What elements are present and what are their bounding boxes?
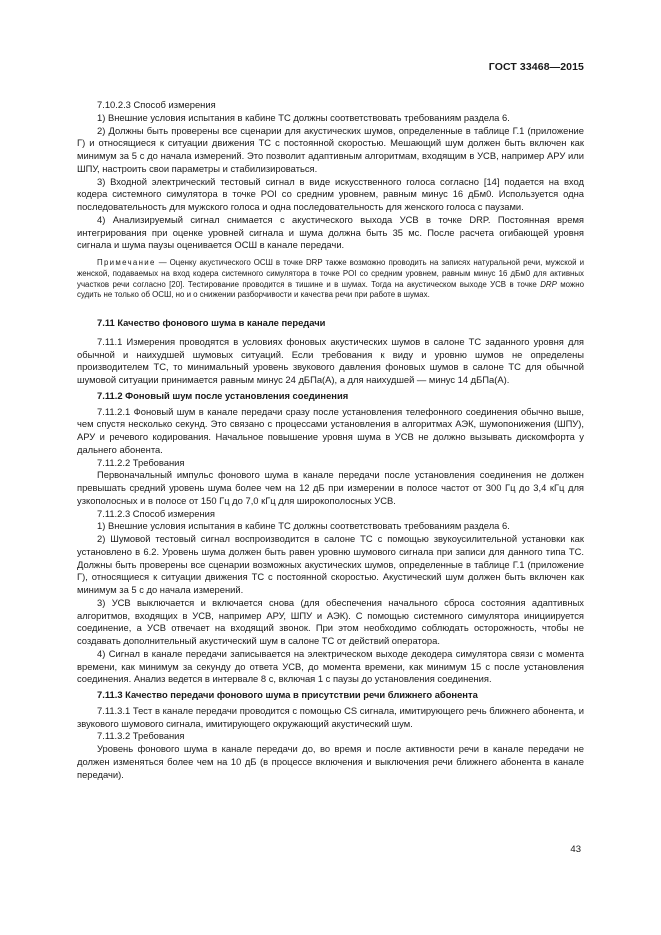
- subsection-heading: 7.11.3.2 Требования: [97, 730, 185, 742]
- paragraph: Уровень фонового шума в канале передачи до, во время и после активности речи в канале передачи не должен изменяться более чем на 10 дБ (в процессе включения и выключения речи ближнего абонента в канале передачи).: [77, 743, 584, 780]
- paragraph: 4) Анализируемый сигнал снимается с акустического выхода УСВ в точке DRP. Постоянная время интегрирования при оценке уровней сигнала и шума должна быть 35 мс. После расчета огибающей уровня сигнала и шума паузы оценивается ОСШ в канале передачи.: [77, 213, 584, 251]
- paragraph: Первоначальный импульс фонового шума в канале передачи после установления соединения не должен превышать средний уровень шума более чем на 12 дБ при измерении в полосе частот от 300 Гц до 3,4 кГц для узкополосных и в полосе от 150 Гц до 7,0 кГц для широкополосных УСВ.: [77, 469, 584, 506]
- section-heading: 7.11.2 Фоновый шум после установления соединения: [97, 389, 349, 401]
- section-heading: 7.11 Качество фонового шума в канале передачи: [97, 317, 326, 329]
- paragraph: 1) Внешние условия испытания в кабине ТС должны соответствовать требованиям раздела 6.: [97, 520, 510, 532]
- paragraph: 2) Должны быть проверены все сценарии для акустических шумов, определенные в таблице Г.1 (приложение Г) и относящиеся к ситуации движения ТС с постоянной скоростью. Мешающий шум должен быть включен как минимум за 5 с до начала измерений. Это позволит адаптивным алгоритмам, входящим в УСВ, например АРУ или ШПУ, настроить свои параметры и стабилизироваться.: [77, 124, 584, 174]
- paragraph: 7.11.3.1 Тест в канале передачи проводится с помощью CS сигнала, имитирующего речь ближнего абонента, и звукового шумового сигнала, имитирующего окружающий акустический шум.: [77, 704, 584, 729]
- subsection-heading: 7.11.2.2 Требования: [97, 456, 185, 468]
- subsection-heading: 7.11.2.3 Способ измерения: [97, 507, 215, 519]
- page-number: 43: [570, 844, 581, 855]
- paragraph: 3) УСВ выключается и включается снова (для обеспечения начального сброса состояния адаптивных алгоритмов, входящих в УСВ, например АРУ, ШПУ и АЭК). С помощью системного симулятора инициируется соединение, а УСВ отвечает на входящий звонок. При этом необходимо соблюдать осторожность, чтобы не создавать дополнительный акустический шум в салоне ТС от действий оператора.: [77, 596, 584, 647]
- paragraph: 3) Входной электрический тестовый сигнал в виде искусственного голоса согласно [14] подается на вход кодера системного симулятора в точке POI со средним уровнем, равным минус 16 дБм0. Используется одна последовательность для мужского голоса и одна последовательность для женского голоса с паузами.: [77, 175, 584, 212]
- paragraph: 4) Сигнал в канале передачи записывается на электрическом выходе декодера симулятора связи с момента времени, как минимум за секунду до ответа УСВ, до момента времени, как минимум 15 с после установления соединения. Анализ ведется в интервале 8 с, включая 1 с паузы до установления соединения.: [77, 647, 584, 685]
- paragraph: 1) Внешние условия испытания в кабине ТС должны соответствовать требованиям раздела 6.: [97, 111, 510, 123]
- standard-header: ГОСТ 33468—2015: [488, 61, 584, 73]
- note-text: — Оценку акустического ОСШ в точке DRP также возможно проводить на записях натуральной речи, мужской и женской, подаваемых на вход кодера системного симулятора в точке POI со средним уровнем, равным минус 16 дБм0 для активных участков речи согласно [20]. Тестирование проводится в тишине и в шумах. Тогда на акустическом выходе УСВ в точке: [77, 258, 584, 289]
- note-paragraph: [77, 258, 584, 301]
- note-term: DRP: [540, 279, 557, 289]
- page-content: [77, 99, 584, 781]
- paragraph: 7.11.2.1 Фоновый шум в канале передачи сразу после установления телефонного соединения обычно выше, чем спустя несколько секунд. Это связано с процессами установления в алгоритмах АЭК, шумопонижения (ШПУ), АРУ и речевого кодирования. Начальное повышение уровня шума в УСВ не должно вызывать дискомфорта у дальнего абонента.: [77, 405, 584, 455]
- subsection-heading: 7.10.2.3 Способ измерения: [97, 99, 216, 110]
- paragraph: 2) Шумовой тестовый сигнал воспроизводится в салоне ТС с помощью звукоусилительной установки как установлено в 6.2. Уровень шума должен быть равен уровню шумового сигнала при записи для данного типа ТС. Должны быть проверены все сценарии возможных акустических шумов, определенные в таблице Г.1 (приложение Г), относящиеся к ситуации движения ТС с постоянной скоростью. Акустический шум должен быть включен как минимум за 5 с до начала измерений.: [77, 533, 584, 596]
- paragraph: 7.11.1 Измерения проводятся в условиях фоновых акустических шумов в салоне ТС заданного уровня для обычной и наихудшей шумовых ситуаций. Если требования к виду и уровню шумов не определены производителем ТС, то минимальный уровень звукового давления фоновых шумов в салоне ТС для обычной шумовой ситуации принимается равным минус 24 дБПа(А), а для наихудшей — минус 14 дБПа(А).: [77, 335, 584, 386]
- note-text-end: можно судить не только об ОСШ, но и о снижении разборчивости и качества речи при работе в шумах.: [77, 279, 584, 300]
- section-heading: 7.11.3 Качество передачи фонового шума в присутствии речи ближнего абонента: [97, 689, 478, 701]
- note-label: Примечание: [97, 258, 156, 267]
